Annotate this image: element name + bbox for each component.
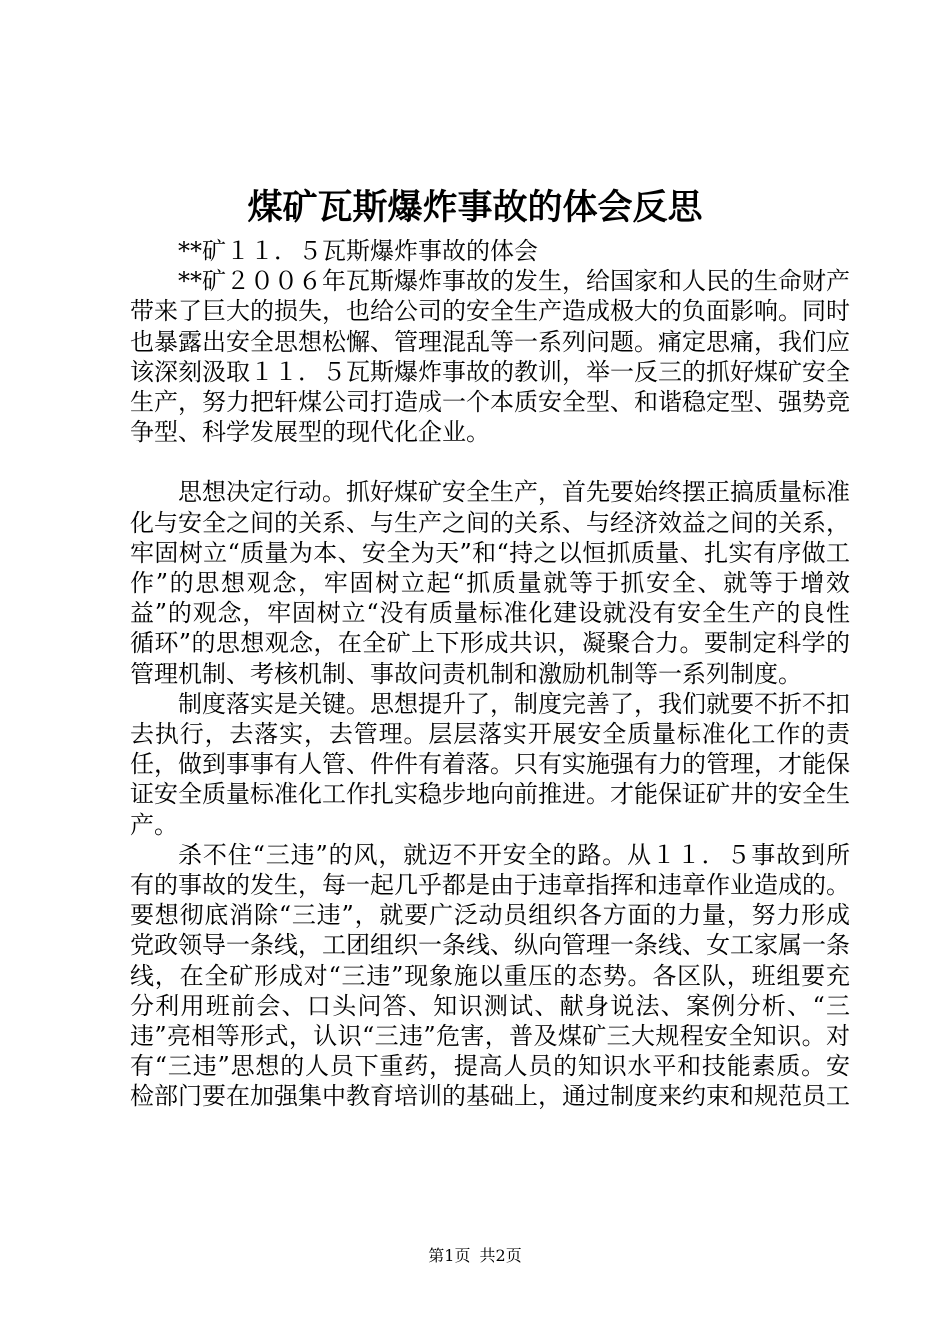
page-footer	[0, 1246, 950, 1266]
page-number-total: 共2页	[479, 1246, 522, 1265]
paragraph-intro: **矿２００６年瓦斯爆炸事故的发生，给国家和人民的生命财产带来了巨大的损失，也给公司的安全生产造成极大的负面影响。同时也暴露出安全思想松懈、管理混乱等一系列问题。痛定思痛，我们应该深刻汲取１１．５瓦斯爆炸事故的教训，举一反三的抓好煤矿安全生产，努力把轩煤公司打造成一个本质安全型、和谐稳定型、强势竞争型、科学发展型的现代化企业。	[130, 267, 850, 447]
paragraph-implementation: 制度落实是关键。思想提升了，制度完善了，我们就要不折不扣去执行，去落实，去管理。层层落实开展安全质量标准化工作的责任，做到事事有人管、件件有着落。只有实施强有力的管理，才能保证安全质量标准化工作扎实稳步地向前推进。才能保证矿井的安全生产。	[130, 689, 850, 839]
page-number-current: 第1页	[428, 1246, 471, 1265]
paragraph-thinking: 思想决定行动。抓好煤矿安全生产，首先要始终摆正搞质量标准化与安全之间的关系、与生产之间的关系、与经济效益之间的关系，牢固树立“质量为本、安全为天”和“持之以恒抓质量、扎实有序做工作”的思想观念，牢固树立起“抓质量就等于抓安全、就等于增效益”的观念，牢固树立“没有质量标准化建设就没有安全生产的良性循环”的思想观念，在全矿上下形成共识，凝聚合力。要制定科学的管理机制、考核机制、事故问责机制和激励机制等一系列制度。	[130, 478, 850, 688]
paragraph-three-violations: 杀不住“三违”的风，就迈不开安全的路。从１１．５事故到所有的事故的发生，每一起几乎都是由于违章指挥和违章作业造成的。要想彻底消除“三违”，就要广泛动员组织各方面的力量，努力形成党政领导一条线，工团组织一条线、纵向管理一条线、女工家属一条线，在全矿形成对“三违”现象施以重压的态势。各区队，班组要充分利用班前会、口头问答、知识测试、献身说法、案例分析、“三违”亮相等形式，认识“三违”危害，普及煤矿三大规程安全知识。对有“三违”思想的人员下重药，提高人员的知识水平和技能素质。安检部门要在加强集中教育培训的基础上，通过制度来约束和规范员工	[130, 840, 850, 1111]
paragraph-subtitle: **矿１１．５瓦斯爆炸事故的体会	[178, 237, 538, 265]
document-body	[130, 236, 850, 1112]
page-title: 煤矿瓦斯爆炸事故的体会反思	[247, 187, 703, 228]
